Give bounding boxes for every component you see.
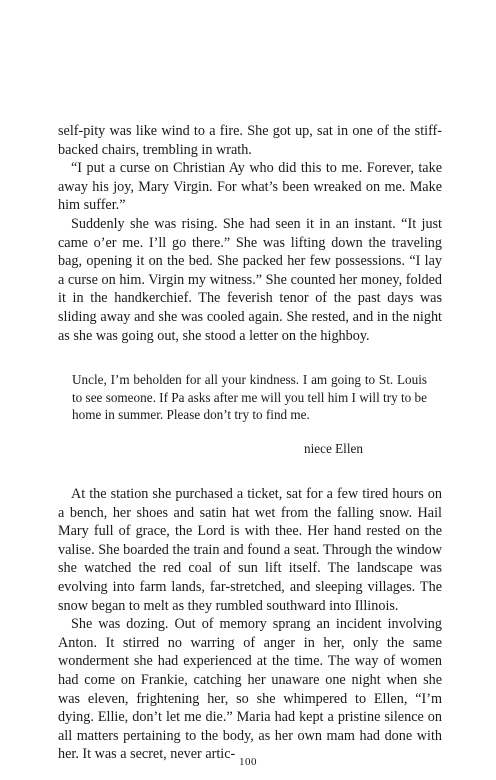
top-text-block (58, 122, 442, 345)
letter-signature: niece Ellen (304, 441, 363, 456)
bottom-text-block (58, 485, 442, 764)
paragraph-dozing: She was dozing. Out of memory sprang an incident involving Anton. It stirred no warring of anger in her, only the same wonderment she had experienced at the time. The way of women had come on Frankie, catching her unaware one night when she was eleven, frightening her, so she whimpered to Ellen, “I’m dying. Ellie, don’t let me die.” Maria had kept a pristine silence on all matters pertaining to the body, as her own mam had done with her. It was a secret, never artic- (58, 616, 442, 763)
paragraph-rising: Suddenly she was rising. She had seen it in an instant. “It just came o’er me. I’ll go there.” She was lifting down the traveling bag, opening it on the bed. She packed her few possessions. “I lay a curse on him. Virgin my witness.” She counted her money, folded it in the handkerchief. The feverish tenor of the past days was sliding away and she was cooled again. She rested, and in the night as she was going out, she stood a letter on the highboy. (58, 215, 442, 344)
paragraph-curse: “I put a curse on Christian Ay who did this to me. Forever, take away his joy, Mary Virgin. For what’s been wreaked on me. Make him suffer.” (58, 160, 442, 214)
paragraph-self-pity: self-pity was like wind to a fire. She got up, sat in one of the stiff-backed chairs, trembling in wrath. (58, 123, 442, 158)
page-number: 100 (239, 756, 257, 768)
letter-body: Uncle, I’m beholden for all your kindness. I am going to St. Louis to see someone. If Pa asks after me will you tell him I will try to be home in summer. Please don’t try to find me. (72, 372, 427, 423)
paragraph-station: At the station she purchased a ticket, sat for a few tired hours on a bench, her shoes and satin hat wet from the falling snow. Hail Mary full of grace, the Lord is with thee. Her hand rested on the valise. She boarded the train and found a seat. Through the window she watched the red coal of sun lift itself. The landscape was evolving into farm lands, far-stretched, and sleeping villages. The snow began to melt as they rumbled southward into Illinois. (58, 486, 442, 614)
letter-block (72, 371, 427, 424)
